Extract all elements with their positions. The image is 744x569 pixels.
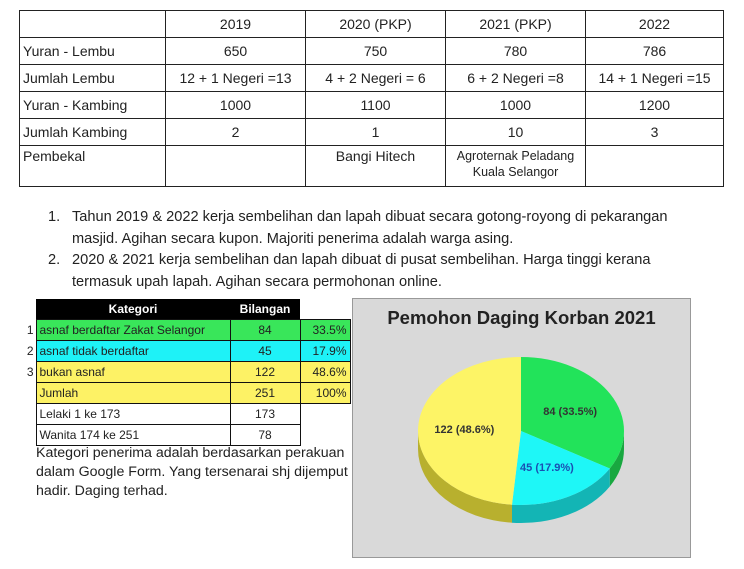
- category-percent: 48.6%: [300, 362, 350, 383]
- category-row: [22, 362, 350, 383]
- chart-title: Pemohon Daging Korban 2021: [387, 307, 656, 328]
- gender-row: [22, 404, 350, 425]
- pie-slice-label: 45 (17.9%): [520, 462, 574, 475]
- category-label: asnaf berdaftar Zakat Selangor: [36, 320, 230, 341]
- header-2022: 2022: [586, 11, 724, 38]
- pie-slice-label: 122 (48.6%): [434, 424, 495, 437]
- header-row: [20, 11, 724, 38]
- row-label: Jumlah Lembu: [20, 65, 166, 92]
- gender-count: 173: [230, 404, 300, 425]
- korban-summary-table: [19, 10, 724, 187]
- category-percent: 17.9%: [300, 341, 350, 362]
- note-item: [40, 250, 680, 293]
- header-2021: 2021 (PKP): [446, 11, 586, 38]
- category-header-row: [22, 299, 350, 320]
- category-count: 122: [230, 362, 300, 383]
- row-index: 2: [26, 344, 34, 358]
- gender-count: 78: [230, 425, 300, 446]
- category-table: [22, 299, 351, 446]
- pie-chart-svg: [353, 299, 690, 557]
- cell: 10: [446, 119, 586, 146]
- row-pembekal: [20, 146, 724, 187]
- row-label: Yuran - Kambing: [20, 92, 166, 119]
- category-percent: 100%: [300, 383, 350, 404]
- cell: 14 + 1 Negeri =15: [586, 65, 724, 92]
- header-bilangan: Bilangan: [230, 299, 300, 320]
- category-row: [22, 341, 350, 362]
- category-row: [22, 320, 350, 341]
- note-number: 2.: [48, 252, 61, 268]
- notes-list: [40, 207, 680, 293]
- cell: 1100: [306, 92, 446, 119]
- gender-row: [22, 425, 350, 446]
- cell: Agroternak Peladang Kuala Selangor: [446, 146, 586, 187]
- note-text: Tahun 2019 & 2022 kerja sembelihan dan lapah dibuat secara gotong-royong di pekarangan masjid. Agihan secara kupon. Majoriti penerima adalah warga asing.: [72, 209, 668, 247]
- category-percent: 33.5%: [300, 320, 350, 341]
- category-count: 251: [230, 383, 300, 404]
- row-label: Yuran - Lembu: [20, 38, 166, 65]
- cell: [166, 146, 306, 187]
- category-label: asnaf tidak berdaftar: [36, 341, 230, 362]
- cell: 1000: [166, 92, 306, 119]
- gender-label: Wanita 174 ke 251: [36, 425, 230, 446]
- cell: 650: [166, 38, 306, 65]
- row-yuran-lembu: [20, 38, 724, 65]
- category-note: Kategori penerima adalah berdasarkan perakuan dalam Google Form. Yang tersenarai shj dijemput hadir. Daging terhad.: [36, 445, 348, 499]
- category-count: 84: [230, 320, 300, 341]
- cell: 1000: [446, 92, 586, 119]
- cell: 750: [306, 38, 446, 65]
- cell: 4 + 2 Negeri = 6: [306, 65, 446, 92]
- category-label: bukan asnaf: [36, 362, 230, 383]
- category-total-row: [22, 383, 350, 404]
- note-number: 1.: [48, 209, 61, 225]
- cell: 1200: [586, 92, 724, 119]
- cell: 6 + 2 Negeri =8: [446, 65, 586, 92]
- header-2020: 2020 (PKP): [306, 11, 446, 38]
- cell: 1: [306, 119, 446, 146]
- header-2019: 2019: [166, 11, 306, 38]
- cell: 12 + 1 Negeri =13: [166, 65, 306, 92]
- row-yuran-kambing: [20, 92, 724, 119]
- row-index: 1: [26, 323, 34, 337]
- cell: Bangi Hitech: [306, 146, 446, 187]
- pie-slice-label: 84 (33.5%): [543, 405, 598, 418]
- cell: 3: [586, 119, 724, 146]
- row-index: 3: [26, 365, 34, 379]
- note-text: 2020 & 2021 kerja sembelihan dan lapah dibuat di pusat sembelihan. Harga tinggi kerana termasuk upah lapah. Agihan secara permohonan online.: [72, 252, 651, 290]
- row-jumlah-kambing: [20, 119, 724, 146]
- category-count: 45: [230, 341, 300, 362]
- header-cell-empty: [20, 11, 166, 38]
- cell: 780: [446, 38, 586, 65]
- category-label: Jumlah: [36, 383, 230, 404]
- cell: 786: [586, 38, 724, 65]
- pie-chart: [352, 298, 691, 558]
- row-label: Jumlah Kambing: [20, 119, 166, 146]
- row-jumlah-lembu: [20, 65, 724, 92]
- cell: [586, 146, 724, 187]
- cell: 2: [166, 119, 306, 146]
- row-label: Pembekal: [20, 146, 166, 187]
- note-item: [40, 207, 680, 250]
- header-kategori: Kategori: [36, 299, 230, 320]
- gender-label: Lelaki 1 ke 173: [36, 404, 230, 425]
